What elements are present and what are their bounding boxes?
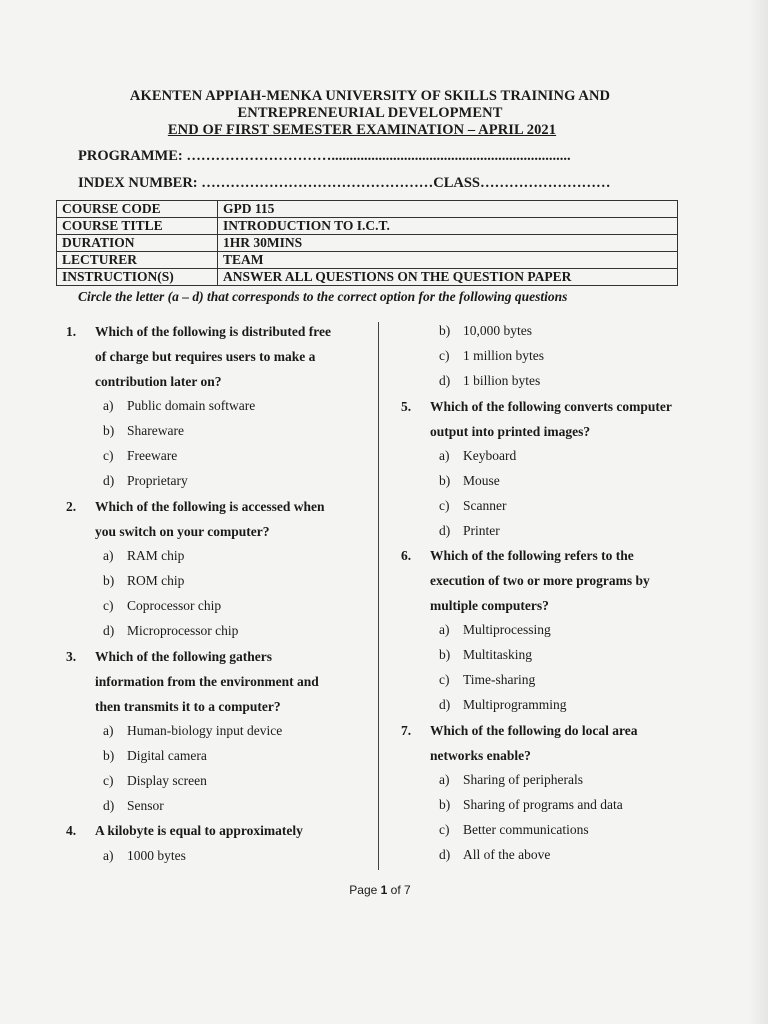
question-text: Which of the following do local area (430, 723, 638, 738)
table-row (57, 235, 678, 252)
question-number: 7. (401, 723, 412, 738)
lecturer-value: TEAM (218, 252, 678, 269)
question-number: 5. (401, 399, 412, 414)
lecturer-label: LECTURER (57, 252, 218, 269)
duration-label: DURATION (57, 235, 218, 252)
question-number: 6. (401, 548, 412, 563)
duration-value: 1HR 30MINS (218, 235, 678, 252)
question-text: Which of the following refers to the (430, 548, 634, 563)
option-3a[interactable]: a) Human-biology input device (103, 723, 283, 738)
university-name-line2: ENTREPRENEURIAL DEVELOPMENT (237, 105, 503, 121)
page-edge-shadow (748, 0, 768, 1024)
option-5a[interactable]: a) Keyboard (439, 448, 517, 463)
question-text: you switch on your computer? (95, 524, 270, 539)
question-text: networks enable? (430, 748, 531, 763)
university-name-line1: AKENTEN APPIAH-MENKA UNIVERSITY OF SKILLS TRAINING AND (129, 88, 611, 104)
option-2b[interactable]: b) ROM chip (103, 573, 185, 588)
question-text: Which of the following is distributed free (95, 324, 331, 339)
option-6c[interactable]: c) Time-sharing (439, 672, 536, 687)
question-text: Which of the following converts computer (430, 399, 672, 414)
question-text: then transmits it to a computer? (95, 699, 281, 714)
option-6b[interactable]: b) Multitasking (439, 647, 533, 662)
option-1d[interactable]: d) Proprietary (103, 473, 188, 488)
table-row (57, 269, 678, 286)
course-title-value: INTRODUCTION TO I.C.T. (218, 218, 678, 235)
option-5c[interactable]: c) Scanner (439, 498, 507, 513)
option-5b[interactable]: b) Mouse (439, 473, 500, 488)
instructions-label: INSTRUCTION(S) (57, 269, 218, 286)
option-3d[interactable]: d) Sensor (103, 798, 164, 813)
course-code-value: GPD 115 (218, 201, 678, 218)
option-4d[interactable]: d) 1 billion bytes (439, 373, 541, 388)
question-text: contribution later on? (95, 374, 222, 389)
option-5d[interactable]: d) Printer (439, 523, 500, 538)
question-text: information from the environment and (95, 674, 319, 689)
option-1a[interactable]: a) Public domain software (103, 398, 256, 413)
course-code-label: COURSE CODE (57, 201, 218, 218)
course-info-table (56, 200, 678, 286)
option-2d[interactable]: d) Microprocessor chip (103, 623, 239, 638)
question-number: 4. (66, 823, 77, 838)
question-text: of charge but requires users to make a (95, 349, 316, 364)
option-4b[interactable]: b) 10,000 bytes (439, 323, 532, 338)
option-1c[interactable]: c) Freeware (103, 448, 178, 463)
index-number-field: INDEX NUMBER: …………………………………………CLASS……………………… (78, 175, 611, 191)
exam-title: END OF FIRST SEMESTER EXAMINATION – APRIL 2021 (167, 122, 557, 138)
option-1b[interactable]: b) Shareware (103, 423, 184, 438)
option-3c[interactable]: c) Display screen (103, 773, 207, 788)
page-number: Page 1 of 7 (349, 883, 411, 897)
option-2a[interactable]: a) RAM chip (103, 548, 185, 563)
question-text: Which of the following is accessed when (95, 499, 325, 514)
column-divider (378, 322, 379, 870)
option-7d[interactable]: d) All of the above (439, 847, 551, 862)
option-6d[interactable]: d) Multiprogramming (439, 697, 567, 712)
option-3b[interactable]: b) Digital camera (103, 748, 207, 763)
option-4a[interactable]: a) 1000 bytes (103, 848, 186, 863)
question-number: 3. (66, 649, 77, 664)
table-row (57, 252, 678, 269)
question-text: output into printed images? (430, 424, 591, 439)
question-text: execution of two or more programs by (430, 573, 650, 588)
option-6a[interactable]: a) Multiprocessing (439, 622, 551, 637)
instructions-value: ANSWER ALL QUESTIONS ON THE QUESTION PAPER (218, 269, 678, 286)
question-number: 2. (66, 499, 77, 514)
programme-field: PROGRAMME: ………………………….................................................................. (78, 148, 571, 164)
option-7c[interactable]: c) Better communications (439, 822, 589, 837)
instruction-text: Circle the letter (a – d) that corresponds to the correct option for the following questions (78, 289, 568, 304)
table-row (57, 218, 678, 235)
question-text: A kilobyte is equal to approximately (95, 823, 303, 838)
table-row (57, 201, 678, 218)
option-2c[interactable]: c) Coprocessor chip (103, 598, 222, 613)
course-title-label: COURSE TITLE (57, 218, 218, 235)
question-number: 1. (66, 324, 77, 339)
question-text: Which of the following gathers (95, 649, 272, 664)
option-4c[interactable]: c) 1 million bytes (439, 348, 544, 363)
option-7a[interactable]: a) Sharing of peripherals (439, 772, 583, 787)
question-text: multiple computers? (430, 598, 549, 613)
option-7b[interactable]: b) Sharing of programs and data (439, 797, 623, 812)
